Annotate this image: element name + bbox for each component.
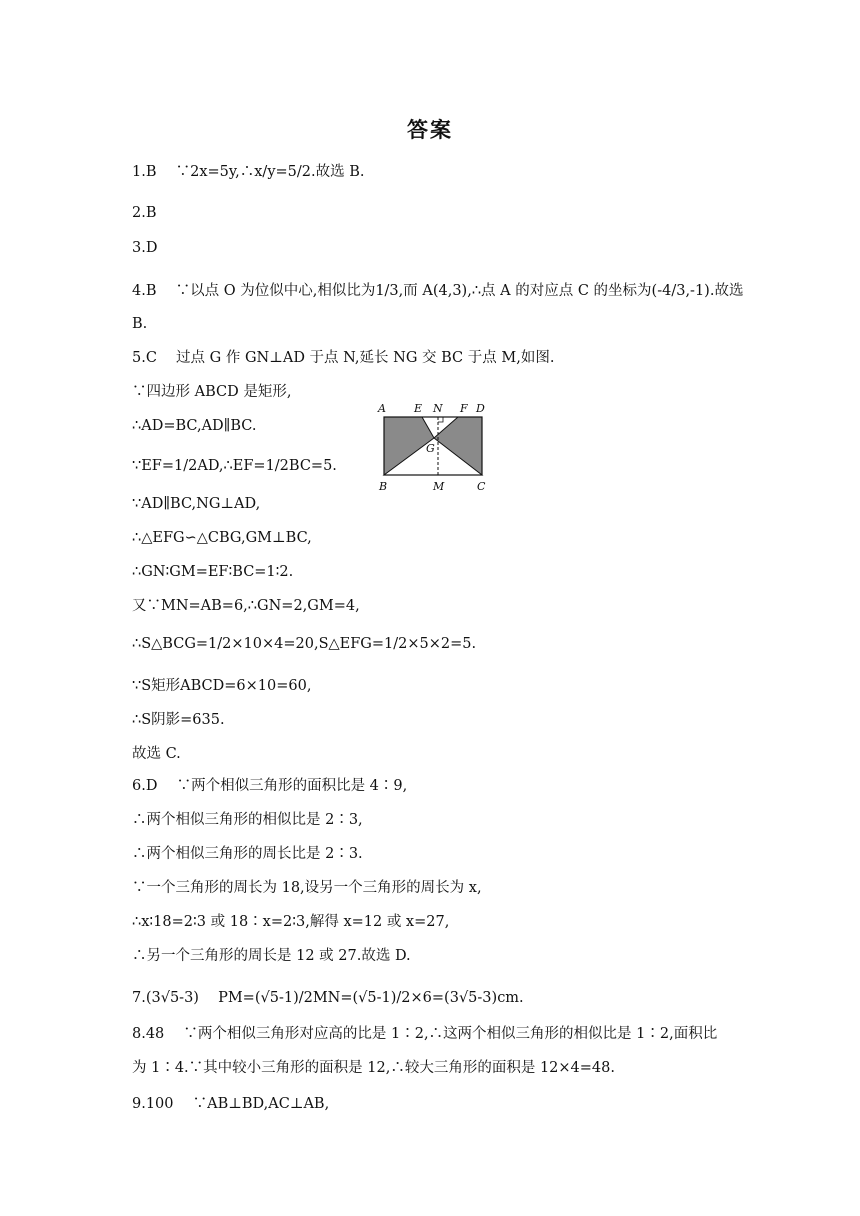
label-a: A bbox=[378, 402, 386, 415]
rectangle-figure bbox=[374, 400, 504, 500]
answer-5-step-1: ∵四边形 ABCD 是矩形, bbox=[132, 384, 292, 400]
label-d: D bbox=[476, 402, 485, 415]
answer-2: 2.B bbox=[132, 205, 157, 221]
label-n: N bbox=[433, 402, 443, 415]
answer-5-step-11: 故选 C. bbox=[132, 746, 181, 762]
answer-5-step-3: ∵EF=1/2AD,∴EF=1/2BC=5. bbox=[132, 458, 337, 474]
page-title: 答案 bbox=[407, 118, 453, 142]
answer-5-step-10: ∴S阴影=635. bbox=[132, 712, 225, 728]
answer-5-step-5: ∴△EFG∽△CBG,GM⊥BC, bbox=[132, 530, 312, 546]
answer-6-step-1: ∴两个相似三角形的相似比是 2∶3, bbox=[132, 812, 363, 828]
answer-1: 1.B ∵2x=5y,∴x/y=5/2.故选 B. bbox=[132, 164, 365, 180]
answer-6-step-4: ∴x∶18=2∶3 或 18∶x=2∶3,解得 x=12 或 x=27, bbox=[132, 914, 450, 930]
answer-5-step-2: ∴AD=BC,AD∥BC. bbox=[132, 418, 257, 434]
label-f: F bbox=[460, 402, 468, 415]
answer-6-step-5: ∴另一个三角形的周长是 12 或 27.故选 D. bbox=[132, 948, 411, 964]
answer-3: 3.D bbox=[132, 240, 158, 256]
answer-5-step-7: 又∵MN=AB=6,∴GN=2,GM=4, bbox=[132, 598, 360, 614]
answer-5: 5.C 过点 G 作 GN⊥AD 于点 N,延长 NG 交 BC 于点 M,如图. bbox=[132, 350, 555, 366]
answer-9: 9.100 ∵AB⊥BD,AC⊥AB, bbox=[132, 1096, 330, 1112]
answer-5-step-8: ∴S△BCG=1/2×10×4=20,S△EFG=1/2×5×2=5. bbox=[132, 636, 477, 652]
answer-7: 7.(3√5-3) PM=(√5-1)/2MN=(√5-1)/2×6=(3√5-3)cm. bbox=[132, 990, 524, 1006]
answer-8-cont: 为 1∶4.∵其中较小三角形的面积是 12,∴较大三角形的面积是 12×4=48. bbox=[132, 1060, 615, 1076]
label-b: B bbox=[379, 480, 388, 493]
label-m: M bbox=[433, 480, 445, 493]
answer-6: 6.D ∵两个相似三角形的面积比是 4∶9, bbox=[132, 778, 408, 794]
answer-6-step-2: ∴两个相似三角形的周长比是 2∶3. bbox=[132, 846, 363, 862]
label-g: G bbox=[426, 442, 435, 455]
answer-6-step-3: ∵一个三角形的周长为 18,设另一个三角形的周长为 x, bbox=[132, 880, 482, 896]
answer-4: 4.B ∵以点 O 为位似中心,相似比为1/3,而 A(4,3),∴点 A 的对应点 C 的坐标为(-4/3,-1).故选 bbox=[132, 283, 744, 299]
answer-5-step-9: ∵S矩形ABCD=6×10=60, bbox=[132, 678, 312, 694]
label-c: C bbox=[477, 480, 486, 493]
answer-8: 8.48 ∵两个相似三角形对应高的比是 1∶2,∴这两个相似三角形的相似比是 1∶2,面积比 bbox=[132, 1026, 718, 1042]
answer-4-cont: B. bbox=[132, 316, 148, 332]
label-e: E bbox=[414, 402, 423, 415]
answer-5-step-4: ∵AD∥BC,NG⊥AD, bbox=[132, 496, 261, 512]
answer-5-step-6: ∴GN∶GM=EF∶BC=1∶2. bbox=[132, 564, 294, 580]
